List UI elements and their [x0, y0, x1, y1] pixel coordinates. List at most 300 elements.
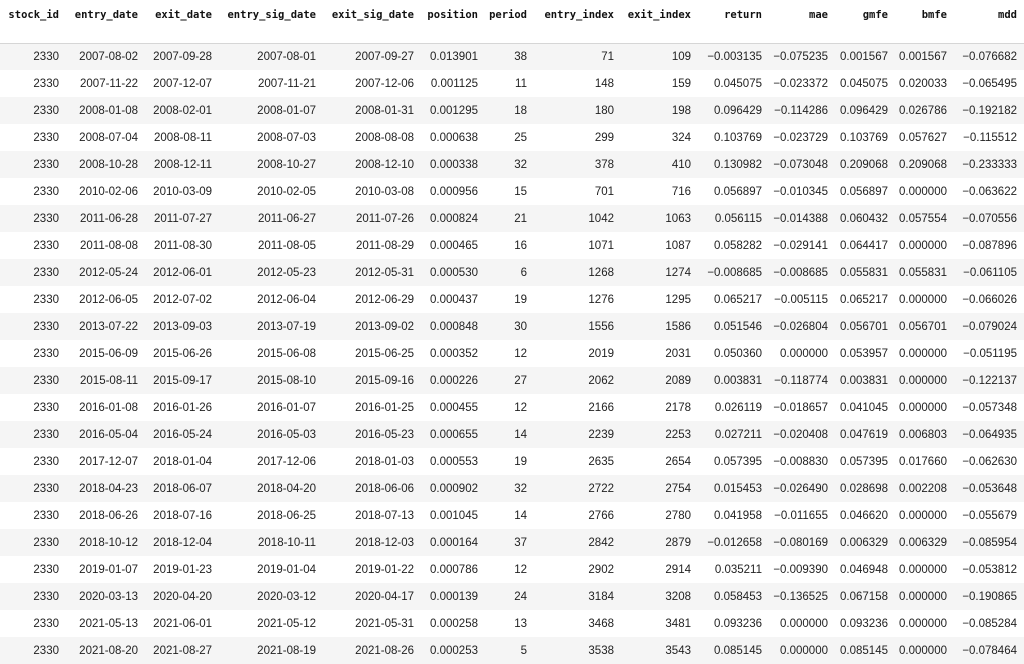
- cell-gmfe: 0.006329: [835, 529, 895, 556]
- cell-entry-index: 148: [534, 70, 621, 97]
- cell-entry-date: 2015-06-09: [66, 340, 145, 367]
- cell-mdd: −0.079024: [954, 313, 1024, 340]
- cell-entry-index: 2842: [534, 529, 621, 556]
- table-row: [0, 394, 1024, 421]
- cell-mdd: −0.115512: [954, 124, 1024, 151]
- cell-position: 0.000253: [421, 637, 485, 664]
- cell-period: 6: [485, 259, 534, 286]
- cell-bmfe: 0.001567: [895, 43, 954, 70]
- cell-return: 0.056897: [698, 178, 769, 205]
- cell-entry-index: 3468: [534, 610, 621, 637]
- cell-entry-date: 2017-12-07: [66, 448, 145, 475]
- cell-exit-date: 2012-07-02: [145, 286, 219, 313]
- cell-exit-sig-date: 2007-09-27: [323, 43, 421, 70]
- cell-exit-sig-date: 2007-12-06: [323, 70, 421, 97]
- cell-entry-sig-date: 2008-10-27: [219, 151, 323, 178]
- cell-gmfe: 0.053957: [835, 340, 895, 367]
- cell-exit-sig-date: 2020-04-17: [323, 583, 421, 610]
- cell-mdd: −0.192182: [954, 97, 1024, 124]
- cell-entry-index: 71: [534, 43, 621, 70]
- cell-exit-index: 109: [621, 43, 698, 70]
- cell-mae: −0.023729: [769, 124, 835, 151]
- cell-exit-date: 2021-06-01: [145, 610, 219, 637]
- cell-period: 12: [485, 340, 534, 367]
- cell-entry-date: 2018-06-26: [66, 502, 145, 529]
- cell-exit-date: 2008-02-01: [145, 97, 219, 124]
- cell-bmfe: 0.000000: [895, 367, 954, 394]
- cell-mdd: −0.065495: [954, 70, 1024, 97]
- cell-mae: 0.000000: [769, 637, 835, 664]
- cell-exit-date: 2018-07-16: [145, 502, 219, 529]
- cell-stock-id: 2330: [0, 205, 66, 232]
- cell-mae: −0.010345: [769, 178, 835, 205]
- cell-exit-index: 2780: [621, 502, 698, 529]
- cell-mae: 0.000000: [769, 340, 835, 367]
- cell-exit-date: 2015-06-26: [145, 340, 219, 367]
- cell-mdd: −0.053812: [954, 556, 1024, 583]
- cell-period: 11: [485, 70, 534, 97]
- cell-exit-date: 2008-08-11: [145, 124, 219, 151]
- cell-stock-id: 2330: [0, 475, 66, 502]
- cell-mae: −0.026804: [769, 313, 835, 340]
- cell-period: 14: [485, 421, 534, 448]
- cell-exit-date: 2018-06-07: [145, 475, 219, 502]
- cell-bmfe: 0.057627: [895, 124, 954, 151]
- cell-entry-sig-date: 2015-08-10: [219, 367, 323, 394]
- cell-mdd: −0.063622: [954, 178, 1024, 205]
- cell-bmfe: 0.055831: [895, 259, 954, 286]
- cell-period: 38: [485, 43, 534, 70]
- cell-mdd: −0.064935: [954, 421, 1024, 448]
- column-header-gmfe: gmfe: [835, 0, 895, 43]
- cell-stock-id: 2330: [0, 124, 66, 151]
- cell-entry-date: 2019-01-07: [66, 556, 145, 583]
- cell-gmfe: 0.056701: [835, 313, 895, 340]
- cell-entry-index: 2019: [534, 340, 621, 367]
- cell-exit-sig-date: 2008-08-08: [323, 124, 421, 151]
- cell-position: 0.000258: [421, 610, 485, 637]
- cell-gmfe: 0.064417: [835, 232, 895, 259]
- cell-entry-sig-date: 2007-11-21: [219, 70, 323, 97]
- column-header-period: period: [485, 0, 534, 43]
- cell-exit-sig-date: 2015-09-16: [323, 367, 421, 394]
- cell-position: 0.000956: [421, 178, 485, 205]
- cell-exit-sig-date: 2016-05-23: [323, 421, 421, 448]
- cell-exit-index: 1087: [621, 232, 698, 259]
- cell-stock-id: 2330: [0, 313, 66, 340]
- cell-stock-id: 2330: [0, 502, 66, 529]
- cell-entry-index: 2166: [534, 394, 621, 421]
- cell-period: 25: [485, 124, 534, 151]
- cell-entry-date: 2010-02-06: [66, 178, 145, 205]
- cell-stock-id: 2330: [0, 43, 66, 70]
- cell-position: 0.000824: [421, 205, 485, 232]
- cell-exit-index: 1063: [621, 205, 698, 232]
- cell-stock-id: 2330: [0, 259, 66, 286]
- cell-mae: −0.029141: [769, 232, 835, 259]
- table-row: [0, 610, 1024, 637]
- cell-entry-index: 2239: [534, 421, 621, 448]
- cell-mdd: −0.061105: [954, 259, 1024, 286]
- cell-exit-sig-date: 2018-06-06: [323, 475, 421, 502]
- cell-period: 24: [485, 583, 534, 610]
- cell-mae: 0.000000: [769, 610, 835, 637]
- cell-exit-sig-date: 2010-03-08: [323, 178, 421, 205]
- cell-return: −0.008685: [698, 259, 769, 286]
- cell-entry-sig-date: 2018-10-11: [219, 529, 323, 556]
- cell-mdd: −0.055679: [954, 502, 1024, 529]
- cell-exit-index: 198: [621, 97, 698, 124]
- cell-entry-date: 2016-05-04: [66, 421, 145, 448]
- cell-return: 0.096429: [698, 97, 769, 124]
- cell-position: 0.000902: [421, 475, 485, 502]
- cell-return: 0.027211: [698, 421, 769, 448]
- cell-mdd: −0.233333: [954, 151, 1024, 178]
- cell-entry-sig-date: 2017-12-06: [219, 448, 323, 475]
- cell-stock-id: 2330: [0, 448, 66, 475]
- cell-exit-date: 2020-04-20: [145, 583, 219, 610]
- cell-gmfe: 0.085145: [835, 637, 895, 664]
- cell-position: 0.000164: [421, 529, 485, 556]
- cell-entry-sig-date: 2018-04-20: [219, 475, 323, 502]
- table-row: [0, 637, 1024, 664]
- cell-period: 19: [485, 448, 534, 475]
- cell-exit-sig-date: 2021-05-31: [323, 610, 421, 637]
- cell-period: 14: [485, 502, 534, 529]
- cell-bmfe: 0.000000: [895, 178, 954, 205]
- cell-return: 0.051546: [698, 313, 769, 340]
- cell-position: 0.000786: [421, 556, 485, 583]
- column-header-exit-date: exit_date: [145, 0, 219, 43]
- table-row: [0, 232, 1024, 259]
- cell-exit-sig-date: 2012-06-29: [323, 286, 421, 313]
- cell-mae: −0.073048: [769, 151, 835, 178]
- cell-gmfe: 0.209068: [835, 151, 895, 178]
- cell-stock-id: 2330: [0, 583, 66, 610]
- cell-period: 18: [485, 97, 534, 124]
- cell-entry-date: 2012-05-24: [66, 259, 145, 286]
- cell-entry-date: 2018-10-12: [66, 529, 145, 556]
- cell-period: 21: [485, 205, 534, 232]
- cell-position: 0.000638: [421, 124, 485, 151]
- table-row: [0, 70, 1024, 97]
- cell-mae: −0.018657: [769, 394, 835, 421]
- cell-mae: −0.008830: [769, 448, 835, 475]
- table-row: [0, 205, 1024, 232]
- cell-bmfe: 0.000000: [895, 340, 954, 367]
- cell-period: 32: [485, 151, 534, 178]
- cell-exit-sig-date: 2018-01-03: [323, 448, 421, 475]
- cell-entry-index: 3538: [534, 637, 621, 664]
- cell-entry-sig-date: 2021-08-19: [219, 637, 323, 664]
- cell-exit-sig-date: 2013-09-02: [323, 313, 421, 340]
- cell-exit-index: 3481: [621, 610, 698, 637]
- cell-entry-index: 2635: [534, 448, 621, 475]
- cell-stock-id: 2330: [0, 637, 66, 664]
- cell-exit-index: 2253: [621, 421, 698, 448]
- cell-entry-index: 1268: [534, 259, 621, 286]
- cell-bmfe: 0.057554: [895, 205, 954, 232]
- cell-mae: −0.075235: [769, 43, 835, 70]
- cell-entry-date: 2008-01-08: [66, 97, 145, 124]
- cell-exit-index: 2178: [621, 394, 698, 421]
- cell-mdd: −0.085284: [954, 610, 1024, 637]
- cell-position: 0.000352: [421, 340, 485, 367]
- cell-mae: −0.118774: [769, 367, 835, 394]
- table-row: [0, 178, 1024, 205]
- cell-entry-index: 299: [534, 124, 621, 151]
- column-header-bmfe: bmfe: [895, 0, 954, 43]
- cell-bmfe: 0.056701: [895, 313, 954, 340]
- cell-period: 19: [485, 286, 534, 313]
- cell-entry-index: 2766: [534, 502, 621, 529]
- cell-exit-sig-date: 2018-12-03: [323, 529, 421, 556]
- cell-exit-date: 2019-01-23: [145, 556, 219, 583]
- cell-gmfe: 0.046620: [835, 502, 895, 529]
- table-row: [0, 313, 1024, 340]
- cell-mae: −0.014388: [769, 205, 835, 232]
- cell-gmfe: 0.096429: [835, 97, 895, 124]
- cell-mae: −0.009390: [769, 556, 835, 583]
- cell-period: 12: [485, 394, 534, 421]
- cell-bmfe: 0.000000: [895, 583, 954, 610]
- cell-period: 13: [485, 610, 534, 637]
- cell-entry-sig-date: 2016-01-07: [219, 394, 323, 421]
- cell-entry-date: 2012-06-05: [66, 286, 145, 313]
- column-header-position: position: [421, 0, 485, 43]
- column-header-entry-sig-date: entry_sig_date: [219, 0, 323, 43]
- cell-mdd: −0.053648: [954, 475, 1024, 502]
- column-header-mae: mae: [769, 0, 835, 43]
- cell-exit-date: 2008-12-11: [145, 151, 219, 178]
- cell-entry-index: 1556: [534, 313, 621, 340]
- cell-exit-date: 2021-08-27: [145, 637, 219, 664]
- cell-bmfe: 0.000000: [895, 610, 954, 637]
- column-header-exit-sig-date: exit_sig_date: [323, 0, 421, 43]
- cell-exit-date: 2007-12-07: [145, 70, 219, 97]
- cell-position: 0.000455: [421, 394, 485, 421]
- cell-gmfe: 0.028698: [835, 475, 895, 502]
- cell-entry-index: 1276: [534, 286, 621, 313]
- cell-exit-date: 2016-01-26: [145, 394, 219, 421]
- cell-stock-id: 2330: [0, 232, 66, 259]
- cell-entry-date: 2018-04-23: [66, 475, 145, 502]
- cell-entry-index: 1042: [534, 205, 621, 232]
- cell-stock-id: 2330: [0, 340, 66, 367]
- cell-entry-index: 378: [534, 151, 621, 178]
- cell-stock-id: 2330: [0, 151, 66, 178]
- cell-bmfe: 0.020033: [895, 70, 954, 97]
- column-header-stock-id: stock_id: [0, 0, 66, 43]
- cell-return: 0.035211: [698, 556, 769, 583]
- cell-mdd: −0.066026: [954, 286, 1024, 313]
- table-row: [0, 151, 1024, 178]
- cell-mdd: −0.087896: [954, 232, 1024, 259]
- column-header-entry-date: entry_date: [66, 0, 145, 43]
- cell-entry-sig-date: 2011-06-27: [219, 205, 323, 232]
- table-row: [0, 286, 1024, 313]
- cell-mdd: −0.078464: [954, 637, 1024, 664]
- cell-bmfe: 0.000000: [895, 637, 954, 664]
- cell-return: 0.015453: [698, 475, 769, 502]
- cell-entry-date: 2015-08-11: [66, 367, 145, 394]
- cell-return: 0.003831: [698, 367, 769, 394]
- cell-gmfe: 0.065217: [835, 286, 895, 313]
- table-row: [0, 124, 1024, 151]
- cell-exit-index: 2654: [621, 448, 698, 475]
- table-header: [0, 0, 1024, 43]
- cell-position: 0.000553: [421, 448, 485, 475]
- cell-exit-index: 1586: [621, 313, 698, 340]
- column-header-return: return: [698, 0, 769, 43]
- cell-exit-date: 2018-01-04: [145, 448, 219, 475]
- cell-return: 0.103769: [698, 124, 769, 151]
- cell-gmfe: 0.003831: [835, 367, 895, 394]
- cell-exit-index: 2754: [621, 475, 698, 502]
- cell-exit-sig-date: 2018-07-13: [323, 502, 421, 529]
- cell-stock-id: 2330: [0, 610, 66, 637]
- cell-entry-index: 2722: [534, 475, 621, 502]
- cell-bmfe: 0.017660: [895, 448, 954, 475]
- cell-gmfe: 0.103769: [835, 124, 895, 151]
- column-header-mdd: mdd: [954, 0, 1024, 43]
- cell-gmfe: 0.067158: [835, 583, 895, 610]
- cell-bmfe: 0.209068: [895, 151, 954, 178]
- cell-gmfe: 0.055831: [835, 259, 895, 286]
- cell-stock-id: 2330: [0, 178, 66, 205]
- cell-return: 0.041958: [698, 502, 769, 529]
- cell-mdd: −0.070556: [954, 205, 1024, 232]
- cell-entry-sig-date: 2015-06-08: [219, 340, 323, 367]
- cell-exit-date: 2013-09-03: [145, 313, 219, 340]
- cell-entry-date: 2020-03-13: [66, 583, 145, 610]
- cell-mae: −0.005115: [769, 286, 835, 313]
- cell-entry-index: 2062: [534, 367, 621, 394]
- cell-entry-sig-date: 2012-06-04: [219, 286, 323, 313]
- cell-bmfe: 0.026786: [895, 97, 954, 124]
- cell-mdd: −0.062630: [954, 448, 1024, 475]
- cell-exit-index: 716: [621, 178, 698, 205]
- cell-exit-index: 3543: [621, 637, 698, 664]
- cell-exit-date: 2018-12-04: [145, 529, 219, 556]
- table-row: [0, 556, 1024, 583]
- cell-exit-sig-date: 2015-06-25: [323, 340, 421, 367]
- cell-return: 0.058453: [698, 583, 769, 610]
- cell-exit-index: 2031: [621, 340, 698, 367]
- cell-position: 0.000530: [421, 259, 485, 286]
- table-row: [0, 340, 1024, 367]
- cell-gmfe: 0.057395: [835, 448, 895, 475]
- cell-exit-index: 324: [621, 124, 698, 151]
- table-row: [0, 259, 1024, 286]
- cell-exit-sig-date: 2012-05-31: [323, 259, 421, 286]
- cell-entry-sig-date: 2008-07-03: [219, 124, 323, 151]
- cell-return: 0.056115: [698, 205, 769, 232]
- cell-position: 0.001125: [421, 70, 485, 97]
- cell-period: 27: [485, 367, 534, 394]
- cell-entry-date: 2013-07-22: [66, 313, 145, 340]
- table-row: [0, 529, 1024, 556]
- table-row: [0, 583, 1024, 610]
- cell-exit-index: 1274: [621, 259, 698, 286]
- cell-entry-sig-date: 2019-01-04: [219, 556, 323, 583]
- cell-bmfe: 0.006803: [895, 421, 954, 448]
- cell-gmfe: 0.060432: [835, 205, 895, 232]
- cell-exit-index: 1295: [621, 286, 698, 313]
- cell-entry-sig-date: 2016-05-03: [219, 421, 323, 448]
- cell-bmfe: 0.000000: [895, 556, 954, 583]
- cell-stock-id: 2330: [0, 421, 66, 448]
- cell-entry-date: 2007-08-02: [66, 43, 145, 70]
- cell-exit-date: 2016-05-24: [145, 421, 219, 448]
- cell-exit-index: 2879: [621, 529, 698, 556]
- cell-exit-sig-date: 2021-08-26: [323, 637, 421, 664]
- header-row: [0, 0, 1024, 43]
- cell-position: 0.000655: [421, 421, 485, 448]
- cell-gmfe: 0.045075: [835, 70, 895, 97]
- cell-period: 32: [485, 475, 534, 502]
- cell-return: −0.003135: [698, 43, 769, 70]
- cell-entry-date: 2011-06-28: [66, 205, 145, 232]
- cell-mae: −0.020408: [769, 421, 835, 448]
- cell-mae: −0.114286: [769, 97, 835, 124]
- cell-entry-index: 3184: [534, 583, 621, 610]
- table-row: [0, 475, 1024, 502]
- cell-stock-id: 2330: [0, 97, 66, 124]
- cell-exit-sig-date: 2016-01-25: [323, 394, 421, 421]
- cell-return: 0.130982: [698, 151, 769, 178]
- cell-mae: −0.011655: [769, 502, 835, 529]
- table-row: [0, 43, 1024, 70]
- cell-return: 0.085145: [698, 637, 769, 664]
- cell-return: 0.026119: [698, 394, 769, 421]
- cell-entry-date: 2021-05-13: [66, 610, 145, 637]
- cell-position: 0.000437: [421, 286, 485, 313]
- cell-return: 0.045075: [698, 70, 769, 97]
- cell-position: 0.001045: [421, 502, 485, 529]
- table-row: [0, 367, 1024, 394]
- cell-gmfe: 0.093236: [835, 610, 895, 637]
- cell-period: 16: [485, 232, 534, 259]
- cell-exit-sig-date: 2011-07-26: [323, 205, 421, 232]
- cell-entry-date: 2011-08-08: [66, 232, 145, 259]
- cell-bmfe: 0.000000: [895, 232, 954, 259]
- cell-entry-date: 2016-01-08: [66, 394, 145, 421]
- cell-entry-sig-date: 2011-08-05: [219, 232, 323, 259]
- cell-return: 0.093236: [698, 610, 769, 637]
- cell-stock-id: 2330: [0, 286, 66, 313]
- cell-period: 30: [485, 313, 534, 340]
- table-body: [0, 43, 1024, 664]
- cell-mdd: −0.051195: [954, 340, 1024, 367]
- cell-entry-date: 2008-07-04: [66, 124, 145, 151]
- cell-exit-date: 2012-06-01: [145, 259, 219, 286]
- cell-period: 37: [485, 529, 534, 556]
- cell-position: 0.000139: [421, 583, 485, 610]
- cell-mae: −0.136525: [769, 583, 835, 610]
- cell-entry-date: 2021-08-20: [66, 637, 145, 664]
- cell-position: 0.000848: [421, 313, 485, 340]
- cell-exit-date: 2011-07-27: [145, 205, 219, 232]
- cell-exit-sig-date: 2011-08-29: [323, 232, 421, 259]
- cell-mdd: −0.076682: [954, 43, 1024, 70]
- cell-stock-id: 2330: [0, 394, 66, 421]
- cell-stock-id: 2330: [0, 529, 66, 556]
- cell-bmfe: 0.002208: [895, 475, 954, 502]
- cell-mae: −0.023372: [769, 70, 835, 97]
- cell-bmfe: 0.000000: [895, 502, 954, 529]
- cell-entry-sig-date: 2013-07-19: [219, 313, 323, 340]
